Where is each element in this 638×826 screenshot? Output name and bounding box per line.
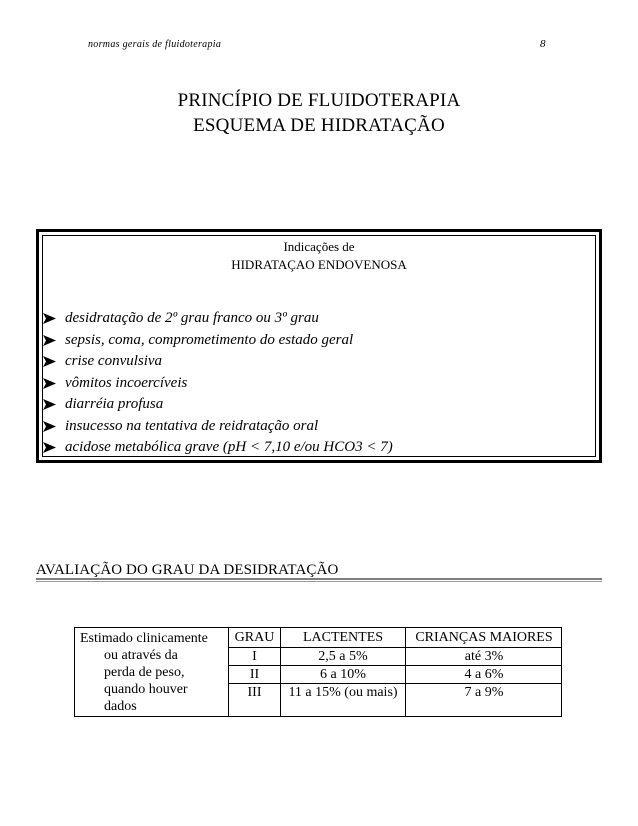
arrow-bullet-icon xyxy=(43,442,65,453)
arrow-bullet-icon xyxy=(43,335,65,346)
arrow-bullet-icon xyxy=(43,313,65,324)
indication-text: insucesso na tentativa de reidratação oral xyxy=(65,417,319,434)
page-number: 8 xyxy=(540,38,546,50)
indication-item xyxy=(43,437,393,459)
table-cell-lactentes: 2,5 a 5% xyxy=(318,649,368,664)
section-rule-thin xyxy=(36,581,602,582)
indication-item xyxy=(43,351,393,373)
section-rule xyxy=(36,578,602,580)
arrow-bullet-icon xyxy=(43,399,65,410)
table-cell-grau: III xyxy=(247,685,262,700)
indications-box-inner xyxy=(42,235,596,457)
arrow-bullet-icon xyxy=(43,421,65,432)
page-title: PRINCÍPIO DE FLUIDOTERAPIA xyxy=(177,90,461,111)
section-title: AVALIAÇÃO DO GRAU DA DESIDRATAÇÃO xyxy=(36,562,339,578)
indications-box xyxy=(36,229,602,463)
indication-item xyxy=(43,416,393,438)
table-cell-lactentes: 11 a 15% (ou mais) xyxy=(288,685,398,700)
table-cell-grau: II xyxy=(249,667,260,682)
indications-heading: Indicações de xyxy=(283,239,355,254)
estimate-line: ou através da xyxy=(104,648,178,663)
indication-item xyxy=(43,330,393,352)
running-header-title: normas gerais de fluidoterapia xyxy=(88,39,222,50)
indications-list xyxy=(43,308,393,459)
indication-text: acidose metabólica grave (pH < 7,10 e/ou HCO3 < 7) xyxy=(65,439,393,455)
table-cell-criancas: 7 a 9% xyxy=(464,685,504,700)
table-header-grau: GRAU xyxy=(234,630,275,645)
indication-text: sepsis, coma, comprometimento do estado geral xyxy=(65,331,354,348)
page-subtitle: ESQUEMA DE HIDRATAÇÃO xyxy=(193,115,445,136)
indication-text: vômitos incoercíveis xyxy=(65,374,188,391)
table-cell-criancas: até 3% xyxy=(464,649,504,664)
indications-heading-iv: HIDRATAÇAO ENDOVENOSA xyxy=(231,257,407,272)
arrow-bullet-icon xyxy=(43,378,65,389)
estimate-line: dados xyxy=(104,699,137,714)
indication-item xyxy=(43,394,393,416)
arrow-bullet-icon xyxy=(43,356,65,367)
table-cell-lactentes: 6 a 10% xyxy=(320,667,366,682)
table-header-criancas: CRIANÇAS MAIORES xyxy=(415,630,553,645)
indication-text: diarréia profusa xyxy=(65,396,164,412)
indication-item xyxy=(43,373,393,395)
table-cell-criancas: 4 a 6% xyxy=(464,667,504,682)
table-header-lactentes: LACTENTES xyxy=(302,630,384,645)
indication-text: desidratação de 2º grau franco ou 3º grau xyxy=(65,310,319,326)
indication-text: crise convulsiva xyxy=(65,353,163,369)
table-cell-grau: I xyxy=(252,649,257,664)
table-estimate-note xyxy=(80,630,230,715)
estimate-line: perda de peso, xyxy=(104,665,185,680)
estimate-line: Estimado clinicamente xyxy=(80,631,208,646)
indication-item xyxy=(43,308,393,330)
estimate-line: quando houver xyxy=(104,682,188,697)
